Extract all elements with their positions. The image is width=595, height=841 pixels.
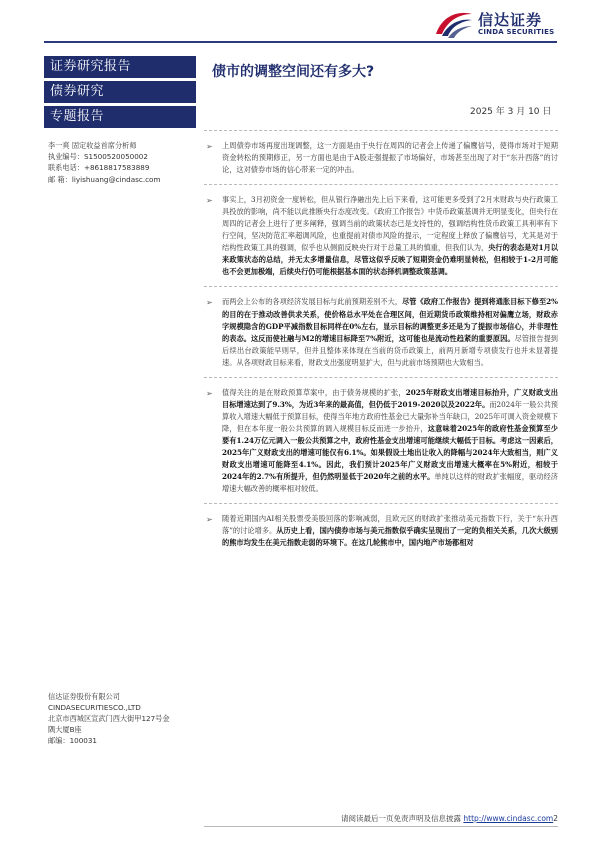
page-footer (212, 813, 558, 824)
analyst-email[interactable]: 邮 箱：liyishuang@cindasc.com (48, 174, 161, 184)
arrow-bullet-icon: ➢ (206, 515, 213, 525)
text-run: 而两会上公布的各项经济发展目标与此前预期差别不大， (222, 297, 403, 307)
text-run: 单纯以这样的财政扩张幅度，驱动经济增速大幅改善的概率相对较低。 (222, 472, 558, 494)
footer-divider (204, 826, 558, 827)
analyst-license: 执业编号：S1500520050002 (48, 152, 148, 162)
list-item (204, 377, 558, 503)
analyst-name-title: 李一爽 固定收益首席分析师 (48, 141, 137, 150)
report-title: 债市的调整空间还有多大? (212, 64, 375, 80)
tag-securities-research: 证券研究报告 (44, 56, 196, 78)
paragraph-2 (222, 194, 558, 278)
bold-text-run: 央行的表态是对1月以来政策状态的总结，并无太多增量信息，尽管这似乎反映了短期资金仍难明显转松，但相较于1-2月可能也不会更加极端，后续央行仍可能根据基本面的状态择机调整政策基调。 (222, 243, 558, 277)
text-run: 上周债券市场再度出现调整，这一方面是由于央行在周四的记者会上传递了偏鹰信号，使得市场对于短期资金转松的预期修正，另一方面也是由于A股走强提振了市场偏好，市场甚至出现了对于“东升西落”的讨论，这对债券市场的信心带来一定的冲击。 (222, 141, 558, 175)
tag-special-report: 专题报告 (44, 106, 196, 128)
disclaimer-note: 请阅读最后一页免责声明及信息披露 (341, 814, 461, 823)
arrow-bullet-icon: ➢ (206, 142, 213, 151)
list-item (204, 503, 558, 557)
company-postcode: 邮编：100031 (48, 736, 98, 745)
website-link[interactable]: http://www.cindasc.com (463, 814, 554, 823)
text-run: 尽管报告提到后续出台政策能早则早，但并且整体来体现在当前的货币政策上，前两月新增专项债发行也并未显著提速。从各项财政目标来看，财政支出强度明显扩大，但与此前市场预期也大致相当。 (222, 333, 558, 367)
report-date: 2025 年 3 月 10 日 (470, 107, 552, 117)
paragraph-5 (222, 513, 558, 549)
arrow-bullet-icon: ➢ (206, 298, 213, 308)
text-run: 而2024年一般公共预算收入增速大幅低于预算目标，使得当年地方政府性基金已大量弥补当年缺口，2025年可调入资金规模下降，但在本年度一般公共预算的调入规模目标反而进一步抬升， (222, 399, 558, 433)
text-run: 值得关注的是在财政预算草案中，由于债务规模的扩张， (222, 387, 406, 397)
bold-text-run: 尽管《政府工作报告》提到将通胀目标下修至2%的目的在于推动改善供求关系，使价格总水平处在合理区间，但近期货币政策维持相对偏鹰立场，财政赤字规模隐含的GDP平减指数目标同样在0%左右，显示目标的调整更多还是为了提振市场信心，并非理性的表态。这反而使社融与M2的增速目标降至7%附近，这可能也是流动性趋紧的重要原因。 (222, 297, 558, 343)
page-number: 2 (553, 814, 558, 823)
list-item (204, 286, 558, 376)
report-category-sidebar (44, 56, 196, 131)
cinda-logo (432, 8, 557, 40)
company-info (48, 691, 198, 746)
logo-text-cn: 信达证券 (478, 11, 543, 29)
cinda-logo-mark-icon (432, 8, 474, 40)
header-divider (44, 41, 557, 43)
paragraph-1 (222, 140, 558, 176)
analyst-info (48, 140, 198, 185)
company-name-en: CINDASECURITIESCO.,LTD (48, 703, 141, 712)
analyst-phone: 联系电话：+8618817583889 (48, 163, 150, 173)
bold-text-run: 从历史上看，国内债券市场与美元指数似乎确实呈现出了一定的负相关关系，几次大级别的熊市均发生在美元指数走弱的环境下。在这几轮熊市中，国内地产市场都相对 (222, 526, 558, 548)
bold-text-run: 2025年财政支出增速目标抬升，广义财政支出目标增速达到了9.3%，为近3年来的最高值，但仍低于2019-2020以及2022年。 (222, 387, 558, 409)
bold-text-run: 这意味着2025年的政府性基金预算至少要有1.24万亿元调入一般公共预算之中，政府性基金支出增速可能继续大幅低于目标。考虑这一因素后，2025年广义财政支出的增速可能仅有6.1%。如果假设土地出让收入的降幅与2024年大致相当，则广义财政支出增速可能降至4.1%。因此，我们预计2025年广义财政支出增速大概率在5%附近，相较于2024年的2.7%有所提升，但仍然明显低于2020年之前的水平。 (222, 423, 558, 482)
report-body (204, 130, 558, 557)
arrow-bullet-icon: ➢ (206, 196, 213, 206)
text-run: 事实上，3月初资金一度转松，但从银行净融出先上后下来看，这可能更多受到了2月末财政与央行政策工具投放的影响，尚不能以此推断央行态度改变。《政府工作报告》中货币政策基调并无明显变化，但央行在周四的记者会上进行了更多阐释，强调当前的政策状态已是支持性的，强调结构性货币政策工具利率有下行空间，坚决防范汇率超调风险，也重提前对债市风险的提示，一定程度上释放了偏鹰信号，尤其是对于结构性政策工具的强调，似乎也从侧面反映央行对于总量工具的慎重，但我们认为， (222, 195, 558, 253)
company-address: 北京市西城区宣武门西大街甲127号金 (48, 714, 170, 723)
logo-text-en: CINDA SECURITIES (478, 28, 555, 36)
text-run: 随着近期国内AI相关股票受美股回落的影响减弱，且欧元区的财政扩张推动美元指数下行，关于“东升西落”的讨论增多。 (222, 514, 558, 536)
paragraph-3 (222, 296, 558, 368)
company-name-cn: 信达证券股份有限公司 (48, 692, 120, 701)
tag-bond-research: 债券研究 (44, 81, 196, 103)
list-item (204, 130, 558, 184)
arrow-bullet-icon: ➢ (206, 388, 213, 398)
list-item (204, 184, 558, 286)
paragraph-4 (222, 387, 558, 495)
company-address-cont: 隅大厦B座 (48, 725, 82, 734)
